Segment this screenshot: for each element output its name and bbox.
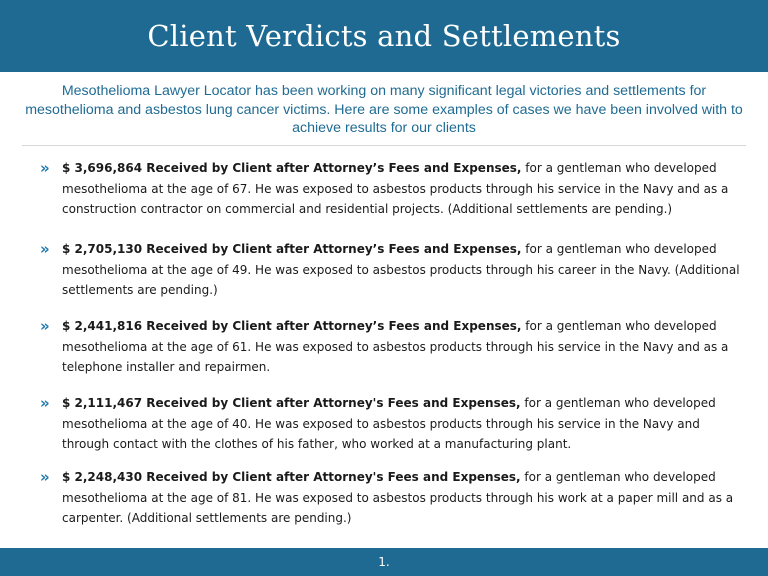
divider bbox=[22, 145, 746, 146]
case-headline: $ 2,248,430 Received by Client after Attorney's Fees and Expenses, bbox=[62, 470, 521, 484]
case-detail: for a gentleman who developed mesothelioma at the age of 67. He was exposed to asbestos products through his service in the Navy and as a construction contractor on commercial and residential projects. (Additional settlements are pending.) bbox=[62, 161, 729, 216]
page-title: Client Verdicts and Settlements bbox=[147, 19, 621, 53]
intro-paragraph: Mesothelioma Lawyer Locator has been working on many significant legal victories and settlements for mesothelioma and asbestos lung cancer victims. Here are some examples of cases we have been involved with to achieve results for our clients bbox=[25, 83, 743, 136]
title-bar bbox=[0, 0, 768, 72]
case-detail: for a gentleman who developed mesothelioma at the age of 81. He was exposed to asbestos products through his work at a paper mill and as a carpenter. (Additional settlements are pending.) bbox=[62, 470, 734, 525]
case-headline: $ 2,705,130 Received by Client after Attorney’s Fees and Expenses, bbox=[62, 242, 522, 256]
case-item bbox=[40, 393, 740, 455]
case-text bbox=[62, 393, 740, 455]
case-detail: for a gentleman who developed mesothelioma at the age of 49. He was exposed to asbestos products through his career in the Navy. (Additional settlements are pending.) bbox=[62, 242, 740, 297]
case-headline: $ 3,696,864 Received by Client after Attorney’s Fees and Expenses, bbox=[62, 161, 522, 175]
case-text bbox=[62, 239, 740, 301]
case-headline: $ 2,441,816 Received by Client after Attorney’s Fees and Expenses, bbox=[62, 319, 522, 333]
case-detail: for a gentleman who developed mesothelioma at the age of 61. He was exposed to asbestos products through his service in the Navy and as a telephone installer and repairmen. bbox=[62, 319, 729, 374]
case-item bbox=[40, 239, 740, 301]
case-item bbox=[40, 467, 740, 529]
double-chevron-right-icon: » bbox=[40, 317, 50, 335]
footer-bar bbox=[0, 548, 768, 576]
page-number: 1. bbox=[378, 555, 390, 569]
case-text bbox=[62, 467, 740, 529]
double-chevron-right-icon: » bbox=[40, 240, 50, 258]
case-headline: $ 2,111,467 Received by Client after Attorney's Fees and Expenses, bbox=[62, 396, 521, 410]
case-item bbox=[40, 316, 740, 378]
case-text bbox=[62, 158, 740, 220]
case-text bbox=[62, 316, 740, 378]
double-chevron-right-icon: » bbox=[40, 159, 50, 177]
case-item bbox=[40, 158, 740, 220]
case-detail: for a gentleman who developed mesothelioma at the age of 40. He was exposed to asbestos products through his service in the Navy and through contact with the clothes of his father, who worked at a manufacturing plant. bbox=[62, 396, 716, 451]
double-chevron-right-icon: » bbox=[40, 468, 50, 486]
double-chevron-right-icon: » bbox=[40, 394, 50, 412]
